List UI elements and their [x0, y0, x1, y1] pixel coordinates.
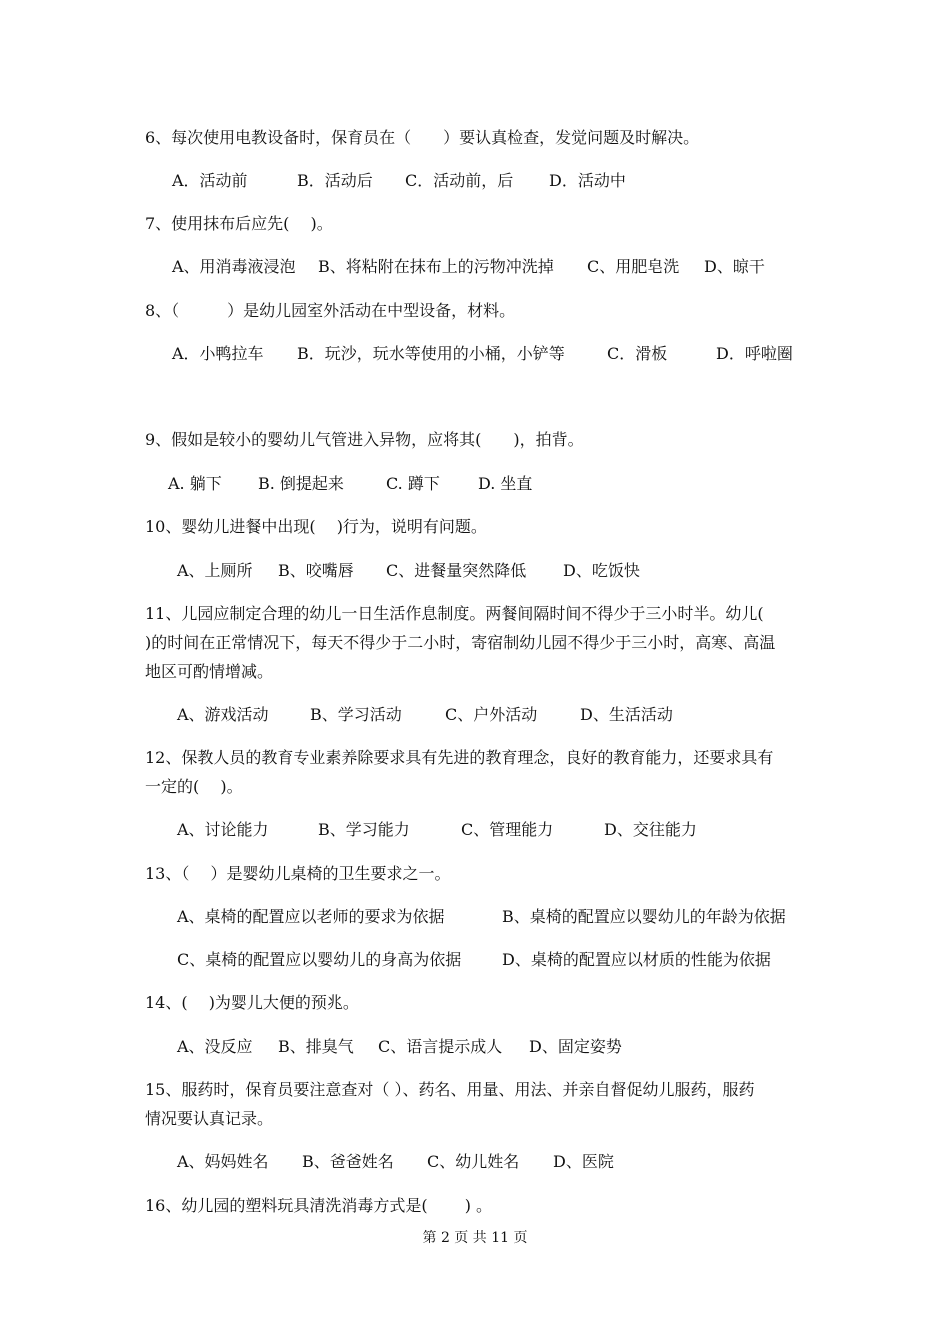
option-a: A．活动前	[172, 171, 248, 190]
question-stem: 6、每次使用电教设备时，保育员在（ ）要认真检查，发觉问题及时解决。	[145, 128, 700, 147]
option-c: C、管理能力	[461, 820, 554, 839]
option-c: C. 蹲下	[386, 474, 440, 493]
option-d: D．呼啦圈	[716, 344, 793, 363]
option-b: B、学习活动	[310, 705, 402, 724]
option-d: D、固定姿势	[529, 1037, 622, 1056]
option-d: D、交往能力	[604, 820, 697, 839]
question-stem-line-1: 11、儿园应制定合理的幼儿一日生活作息制度。两餐间隔时间不得少于三小时半。幼儿(	[145, 604, 764, 623]
question-stem: 13、（ ）是婴幼儿桌椅的卫生要求之一。	[145, 864, 451, 883]
question-stem: 8、（ ）是幼儿园室外活动在中型设备，材料。	[145, 301, 516, 320]
option-b: B、将粘附在抹布上的污物冲洗掉	[318, 257, 554, 276]
question-stem-line-1: 15、服药时，保育员要注意查对（ ）、药名、用量、用法、并亲自督促幼儿服药，服药	[145, 1080, 755, 1099]
option-a: A、游戏活动	[177, 705, 269, 724]
option-d: D. 坐直	[478, 474, 533, 493]
question-stem: 7、使用抹布后应先( )。	[145, 214, 333, 233]
option-b: B、桌椅的配置应以婴幼儿的年龄为依据	[502, 907, 786, 926]
question-stem-line-3: 地区可酌情增减。	[145, 662, 274, 681]
option-b: B. 倒提起来	[258, 474, 344, 493]
option-b: B．活动后	[297, 171, 373, 190]
question-stem: 16、幼儿园的塑料玩具清洗消毒方式是( ) 。	[145, 1196, 493, 1215]
option-a: A、用消毒液浸泡	[172, 257, 296, 276]
option-d: D、晾干	[704, 257, 765, 276]
option-a: A、没反应	[177, 1037, 253, 1056]
option-b: B．玩沙，玩水等使用的小桶，小铲等	[297, 344, 565, 363]
option-a: A、讨论能力	[177, 820, 269, 839]
question-stem-line-1: 12、保教人员的教育专业素养除要求具有先进的教育理念，良好的教育能力，还要求具有	[145, 748, 774, 767]
option-c: C．活动前，后	[405, 171, 514, 190]
option-d: D、吃饭快	[563, 561, 640, 580]
question-stem-line-2: )的时间在正常情况下，每天不得少于二小时，寄宿制幼儿园不得少于三小时，高寒、高温	[145, 633, 776, 652]
option-b: B、学习能力	[318, 820, 410, 839]
option-c: C、用肥皂洗	[587, 257, 680, 276]
option-c: C、语言提示成人	[378, 1037, 503, 1056]
option-b: B、咬嘴唇	[278, 561, 354, 580]
option-a: A. 躺下	[168, 474, 222, 493]
option-d: D、生活活动	[580, 705, 673, 724]
option-d: D、桌椅的配置应以材质的性能为依据	[502, 950, 771, 969]
question-stem: 14、( )为婴儿大便的预兆。	[145, 993, 359, 1012]
question-stem: 10、婴幼儿进餐中出现( )行为，说明有问题。	[145, 517, 487, 536]
option-c: C．滑板	[607, 344, 668, 363]
page-number-footer: 第 2 页 共 11 页	[422, 1230, 528, 1246]
option-c: C、桌椅的配置应以婴幼儿的身高为依据	[177, 950, 462, 969]
option-c: C、幼儿姓名	[427, 1152, 520, 1171]
option-c: C、户外活动	[445, 705, 538, 724]
option-d: D、医院	[553, 1152, 614, 1171]
option-a: A．小鸭拉车	[172, 344, 264, 363]
option-c: C、进餐量突然降低	[386, 561, 527, 580]
question-stem: 9、假如是较小的婴幼儿气管进入异物，应将其( )，拍背。	[145, 430, 584, 449]
option-d: D．活动中	[549, 171, 626, 190]
option-a: A、桌椅的配置应以老师的要求为依据	[177, 907, 445, 926]
option-b: B、排臭气	[278, 1037, 354, 1056]
option-a: A、上厕所	[177, 561, 253, 580]
question-stem-line-2: 一定的( )。	[145, 777, 243, 796]
question-stem-line-2: 情况要认真记录。	[145, 1109, 274, 1128]
option-b: B、爸爸姓名	[302, 1152, 394, 1171]
option-a: A、妈妈姓名	[177, 1152, 269, 1171]
